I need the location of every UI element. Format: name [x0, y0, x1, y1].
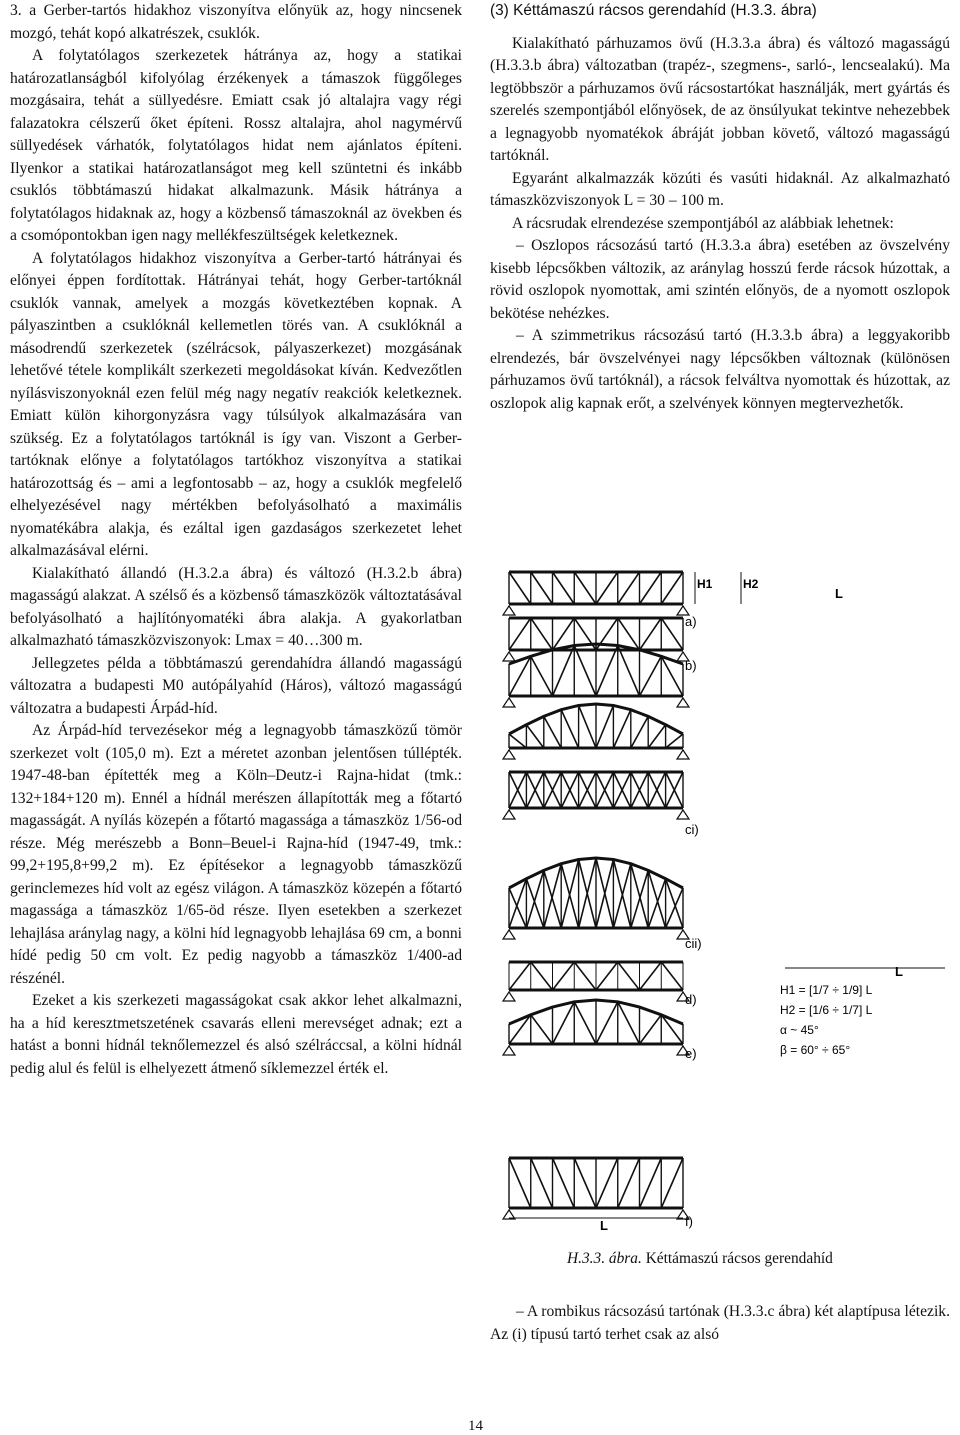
truss-member	[661, 1158, 683, 1208]
support-mark	[677, 810, 689, 819]
truss-member	[574, 1002, 596, 1044]
truss-member	[640, 962, 662, 990]
span-label-middle: L	[895, 964, 903, 979]
right-paragraph: A rácsrudak elrendezése szempontjából az alábbiak lehetnek:	[512, 214, 894, 232]
legend-line-1: H1 = [1/7 ÷ 1/9] L	[780, 983, 873, 997]
truss-member	[666, 734, 683, 748]
span-label-bottom: L	[600, 1218, 608, 1233]
section-heading: (3) Kéttámaszú rácsos gerendahíd (H.3.3. ábra)	[490, 2, 817, 19]
truss-member	[613, 710, 630, 748]
truss-member	[531, 572, 553, 604]
left-paragraph: A folytatólagos hidakhoz viszonyítva a Gerber-tartó hátrányai és előnyei éppen fordítottak. Hátrányai tehát, hogy Gerber-tartóknál csuklók vannak, amelyek a mozgás következtében kopnak. A pályaszintben a csuklóknál kellemetlen törés van. A csuklóknál a másodrendű szerkezetek (szélrácsok, pályaszerkezet) mozgásának lehetővé tétele komplikált szerkezeti megoldásokat kíván. Kedvezőtlen nyílásviszonyoknál ezen felül még nagy negatív reakciók keletkeznek. Emiatt külön kihorgonyzásra vagy túlsúlyok alkalmazására van szükség. Ez a folytatólagos tartóknál is így van. Viszont a Gerber-tartóknak előnye a folytatólagos tartókhoz viszonyítva a statikai határozottság és – ami a legfontosabb – az, hogy a csuklók megfelelő elhelyezésével nagy mértékben befolyásolható a maximális nyomatékábra alakja, és ezáltal igen gazdaságos szerkezetet lehet alkalmazásával elérni.	[10, 249, 462, 559]
after-figure-text	[490, 1300, 950, 1346]
truss-figure	[495, 558, 955, 1248]
figure-label-a: a)	[685, 614, 697, 629]
support-mark	[503, 992, 515, 1001]
truss-member	[553, 962, 575, 990]
truss-member	[596, 572, 618, 604]
truss-member	[553, 1002, 575, 1044]
truss-member	[596, 1158, 618, 1208]
figure-label-ci: ci)	[685, 822, 699, 837]
support-mark	[503, 698, 515, 707]
right-column	[490, 0, 950, 415]
right-paragraph: – A szimmetrikus rácsozású tartó (H.3.3.b ábra) a leggyakoribb elrendezés, bár övszelvényei nagy lépcsőkben változnak (különösen párhuzamos övű tartóknál), a rácsok felváltva nyomottak és húzottak, az oszlopok alig kapnak erőt, a szelvények könnyen megtervezhetők.	[490, 327, 950, 412]
truss-member	[596, 962, 618, 990]
left-paragraph: Ezeket a kis szerkezeti magasságokat csak akkor lehet alkalmazni, ha a híd keresztmetszetének csavarás elleni merevséget adnak; ezt a hatást a bonni hídnál teknőlemezzel és alsó szélráccsal, a kölni hídnál pedig alul és felül is elhelyezett átmenő síklemezzel érték el.	[10, 992, 462, 1077]
truss-member	[553, 1158, 575, 1208]
truss-member	[531, 1158, 553, 1208]
span-label-top: L	[835, 586, 843, 601]
after-figure-paragraph: – A rombikus rácsozású tartónak (H.3.3.c ábra) két alaptípusa létezik. Az (i) típusú tartó terhet csak az alsó	[490, 1303, 950, 1343]
page-number: 14	[468, 1418, 483, 1434]
truss-member	[661, 962, 683, 990]
truss-member	[579, 705, 596, 748]
right-paragraph: Kialakítható párhuzamos övű (H.3.3.a ábra) és változó magasságú (H.3.3.b ábra) változatban (trapéz-, szegmens-, sarló-, lencsealakú). Ma legtöbbször a párhuzamos övű rácsostartókat használják, mert gyártás és szerelés szempontjából előnyösek, de az önsúlyukat tekintve nehezebbek a legnagyobb nyomatékok ábráját jobban követő, változó magasságú tartóknál.	[490, 34, 950, 164]
truss-member	[553, 572, 575, 604]
truss-member	[618, 646, 640, 696]
support-mark	[503, 1046, 515, 1055]
h1-label: H1	[697, 577, 713, 591]
truss-drawings	[503, 572, 945, 1219]
left-column	[10, 0, 462, 1080]
truss-member	[561, 710, 578, 748]
truss-member	[509, 1158, 531, 1208]
truss-member	[640, 1015, 662, 1044]
support-mark	[677, 698, 689, 707]
right-paragraph: – Oszlopos rácsozású tartó (H.3.3.a ábra) esetében az övszelvény kisebb lépcsőkben változik, az aránylag hosszú ferde rácsok húzottak, a rövid oszlopok nyomottak, ami szintén előnyös, de a nyomott oszlopok bekötése nehézkes.	[490, 237, 950, 322]
caption-label: H.3.3. ábra.	[567, 1250, 642, 1267]
support-mark	[503, 750, 515, 759]
truss-member	[596, 1002, 618, 1044]
truss-member	[661, 572, 683, 604]
left-paragraph: Az Árpád-híd tervezésekor még a legnagyobb támaszközű tömör szerkezet volt (105,0 m). Ezt a méretet azonban jelentősen túllépték. 1947-48-ban építették meg a Köln–Deutz-i Rajna-hidat (tmk.: 132+184+120 m). Ennél a hídnál merészen állapították meg a főtartó magasságát. A nyílás közepén a főtartó magassága a támaszköz 1/56-od része. Még merészebb a Bonn–Beuel-i Rajna-híd (1947-49, tmk.: 99,2+195,8+99,2 m). Ez építésekor a legnagyobb támaszközű gerinclemezes híd volt az egész világon. A támaszköz közepén a főtartó magassága a támaszköz 1/65-öd része. Ilyen esetekben a szerkezet lehajlása aránylag nagy, a kölni híd legnagyobb lehajlása 69 cm, a bonni hídé pedig 50 cm volt. Ez pedig nagyobb a támaszköz 1/400-ad részénél.	[10, 722, 462, 987]
support-mark	[503, 606, 515, 615]
right-paragraphs	[490, 33, 950, 416]
truss-member	[509, 572, 531, 604]
figure-label-f: f)	[685, 1214, 693, 1229]
truss-member	[618, 572, 640, 604]
truss-member	[596, 705, 613, 748]
truss-member	[648, 725, 665, 748]
truss-member	[618, 1158, 640, 1208]
caption-title: Kéttámaszú rácsos gerendahíd	[645, 1250, 833, 1267]
truss-member	[531, 1015, 553, 1044]
h2-label: H2	[743, 577, 759, 591]
legend-line-2: H2 = [1/6 ÷ 1/7] L	[780, 1003, 873, 1017]
truss-member	[640, 1158, 662, 1208]
truss-member	[640, 656, 662, 696]
truss-member	[531, 618, 553, 650]
truss-member	[640, 618, 662, 650]
truss-member	[544, 716, 561, 748]
truss-member	[509, 734, 526, 748]
truss-member	[596, 646, 618, 696]
figure-caption	[567, 1250, 833, 1268]
truss-member	[531, 962, 553, 990]
truss-member	[553, 646, 575, 696]
left-paragraph: 3. a Gerber-tartós hidakhoz viszonyítva előnyük az, hogy nincsenek mozgó, tehát kopó alkatrészek, csuklók.	[10, 2, 462, 42]
truss-member	[574, 572, 596, 604]
truss-member	[631, 716, 648, 748]
support-mark	[503, 810, 515, 819]
right-paragraph: Egyaránt alkalmazzák közúti és vasúti hidaknál. Az alkalmazható támaszközviszonyok L = 30 – 100 m.	[490, 169, 950, 209]
truss-member	[574, 646, 596, 696]
truss-member	[640, 572, 662, 604]
left-paragraph: Jellegzetes példa a többtámaszú gerendahídra állandó magasságú változatra a budapesti M0 autópályahíd (Háros), változó magasságú változatra a budapesti Árpád-híd.	[10, 654, 462, 717]
truss-member	[526, 725, 543, 748]
figure-label-d: d)	[685, 992, 697, 1007]
support-mark	[677, 750, 689, 759]
truss-member	[574, 1158, 596, 1208]
truss-member	[574, 962, 596, 990]
figure-label-e: e)	[685, 1046, 697, 1061]
figure-label-cii: cii)	[685, 936, 702, 951]
truss-member	[661, 618, 683, 650]
figure-label-b: b)	[685, 658, 697, 673]
left-paragraph: A folytatólagos szerkezetek hátránya az, hogy a statikai határozatlanságból kifolyólag érzékenyek a támaszok függőleges mozgásaira, tehát a süllyedésre. Emiatt csak jó altalajra vagy régi falazatokra célszerű őket építeni. Rossz altalajra, ahol nagymérvű süllyedések várhatók, folytatólagos hidat nem ajánlatos építeni. Ilyenkor a statikai határozatlanságot meg kell szüntetni és inkább csuklós többtámaszú hidakat alkalmazunk. Másik hátránya a folytatólagos hidaknak az, hogy a közbenső támaszoknál az övekben és a csomópontokban igen nagy mellékfeszültségek keletkeznek.	[10, 47, 462, 244]
truss-member	[618, 962, 640, 990]
legend-line-3: α ~ 45°	[780, 1023, 819, 1037]
left-paragraph: Kialakítható állandó (H.3.2.a ábra) és változó (H.3.2.b ábra) magasságú alakzat. A szélső és a közbenső támaszközök változtatásával befolyásolható a hajlítónyomatéki ábra alakja. A gyakorlatban alkalmazható támaszközviszonyok: Lmax = 40…300 m.	[10, 564, 462, 649]
truss-member	[509, 962, 531, 990]
truss-member	[509, 618, 531, 650]
truss-member	[531, 656, 553, 696]
support-mark	[503, 652, 515, 661]
truss-member	[618, 1002, 640, 1044]
support-mark	[503, 930, 515, 939]
legend-line-4: β = 60° ÷ 65°	[780, 1043, 851, 1057]
